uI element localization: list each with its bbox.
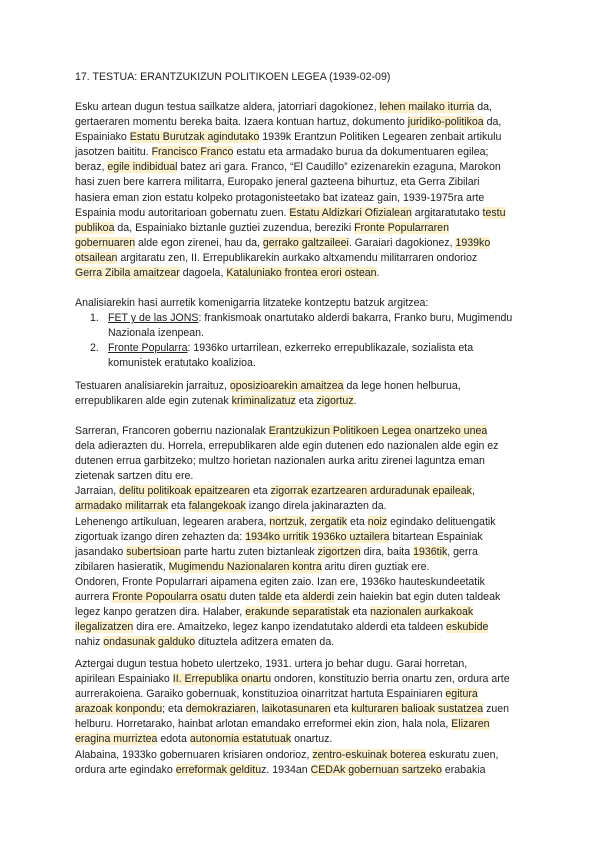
list-item bbox=[75, 341, 535, 371]
text-segment: : frankismoak onartutako alderdi bakarra, Franko buru, Mugimendu bbox=[198, 312, 513, 324]
text-segment: jasandako bbox=[75, 545, 127, 558]
underlined-term: Fronte Popularra bbox=[108, 342, 188, 355]
highlighted-text: Fronte Popularraren bbox=[354, 221, 449, 234]
text-segment: Alabaina, 1933ko gobernuaren krisiaren ondorioz, bbox=[75, 748, 313, 761]
text-line bbox=[75, 206, 535, 221]
text-segment: edota bbox=[157, 733, 190, 746]
text-segment: argitaratutako bbox=[411, 206, 483, 219]
text-segment: ; eta bbox=[162, 703, 186, 716]
text-segment: dira ere. Amaitzeko, legez kanpo izendatutako alderdi eta taldeen bbox=[133, 621, 447, 634]
text-line bbox=[75, 515, 535, 530]
text-line bbox=[75, 394, 535, 409]
text-line bbox=[75, 439, 535, 454]
text-line bbox=[75, 590, 535, 605]
text-segment: hasiera eman zion estatu kolpeko protagonisteetako bat izateaz gain, 1939-1975ra arte bbox=[75, 191, 485, 204]
highlighted-text: zentro-eskuinak boterea bbox=[312, 748, 426, 761]
text-segment: jasotzen baititu. bbox=[75, 146, 152, 159]
highlighted-text: kulturaren balioak sustatzea bbox=[351, 703, 484, 716]
text-line bbox=[75, 175, 535, 190]
text-segment: Aztergai dugun testua hobeto ulertzeko, 1931. urtera jo behar dugu. Garai horretan, bbox=[75, 658, 468, 670]
text-segment: eta bbox=[330, 703, 352, 716]
text-line bbox=[75, 605, 535, 620]
text-line bbox=[75, 687, 535, 702]
text-segment: Espainia modu autoritarioan gobernatu zuen. bbox=[75, 206, 290, 219]
highlighted-text: egitura bbox=[445, 688, 478, 701]
list-item-text bbox=[108, 341, 535, 371]
highlighted-text: zergatik bbox=[310, 515, 348, 528]
list-number: 1. bbox=[90, 312, 99, 324]
highlighted-text: arazoak konpondu bbox=[75, 703, 163, 716]
text-segment: dira, baita bbox=[360, 545, 414, 558]
text-segment: zuen bbox=[483, 703, 510, 716]
text-line bbox=[75, 672, 535, 687]
text-segment: ordura arte egindako bbox=[75, 763, 176, 776]
text-segment: . bbox=[353, 395, 357, 408]
text-segment: dagoela, bbox=[179, 267, 227, 280]
text-segment: , bbox=[471, 485, 475, 498]
text-segment: dutenen errua garbitzeko; multzo horietan nazionalen aurka aritu zirenei laguntza eman bbox=[75, 455, 485, 468]
highlighted-text: laikotasunaren bbox=[261, 703, 331, 716]
text-line bbox=[75, 115, 535, 130]
text-line bbox=[75, 424, 535, 439]
highlighted-text: nortzuk bbox=[269, 515, 305, 528]
text-segment: errepublikaren alde egin zutenak bbox=[75, 395, 232, 408]
text-segment: aurrerakoiena. Garaiko gobernuak, konstituzioa oinarritzat hartuta Espainiaren bbox=[75, 688, 446, 701]
list-item bbox=[75, 311, 535, 341]
text-line bbox=[75, 130, 535, 145]
text-segment: nahiz bbox=[75, 636, 104, 649]
text-line bbox=[75, 454, 535, 469]
text-line bbox=[75, 469, 535, 484]
text-segment: da, bbox=[483, 116, 502, 129]
text-segment: parte hartu zuten biztanleak bbox=[181, 545, 318, 558]
text-segment: Nazionala izenpean. bbox=[108, 327, 205, 340]
concepts-list bbox=[75, 311, 535, 371]
paragraph-classification bbox=[75, 100, 535, 281]
text-line bbox=[75, 620, 535, 635]
paragraph-context bbox=[75, 657, 535, 778]
text-segment: argitaratu zen, II. Errepublikarekin aurkako altxamendu militarraren ondorioz bbox=[117, 251, 478, 264]
text-segment: egindako delituengatik bbox=[387, 515, 496, 528]
highlighted-text: 1934ko urritik 1936ko uztailera bbox=[245, 530, 390, 543]
text-line bbox=[75, 160, 535, 175]
text-segment: da, bbox=[474, 101, 492, 113]
text-segment: zigortuak izango diren zehazten da: bbox=[75, 530, 246, 543]
text-segment: zein haiekin bat egin duten taldeak bbox=[334, 591, 501, 604]
text-line bbox=[75, 635, 535, 650]
text-line bbox=[75, 191, 535, 206]
highlighted-text: autonomia estatutuak bbox=[189, 733, 292, 746]
text-line bbox=[75, 717, 535, 732]
highlighted-text: Fronte Popoularra osatu bbox=[112, 591, 227, 604]
text-segment: : 1936ko urtarrilean, ezkerreko errepublikazale, sozialista eta bbox=[187, 342, 474, 355]
highlighted-text: ilegalizatzen bbox=[75, 621, 134, 634]
text-segment: alde egon zirenei, hau da, bbox=[135, 236, 263, 249]
text-line bbox=[108, 341, 535, 356]
highlighted-text: Estatu Aldizkari Ofizialean bbox=[289, 206, 412, 219]
text-line bbox=[75, 575, 535, 590]
list-item-text bbox=[108, 311, 535, 341]
highlighted-text: falangekoak bbox=[188, 500, 246, 513]
text-segment: gertaeraren momentu bereka baita. Izaera kontuan hartuz, dokumento bbox=[75, 116, 408, 129]
text-line bbox=[75, 379, 535, 394]
highlighted-text: subertsioan bbox=[126, 545, 182, 558]
highlighted-text: eragina murriztea bbox=[75, 733, 158, 746]
text-segment: helburu. Horretarako, hainbat arlotan emandako erreformei ekin zion, hala nola, bbox=[75, 718, 452, 731]
text-segment: hasi zuen bere karrera militarra, Europako jeneral gazteena bihurtuz, eta Gerra Zibilari bbox=[75, 176, 480, 189]
text-line bbox=[75, 763, 535, 778]
highlighted-text: zigortuz bbox=[316, 395, 354, 408]
paragraph-analysis bbox=[75, 424, 535, 650]
text-segment: zietenak sartzen ditu ere. bbox=[75, 470, 194, 483]
text-segment: 1939k Erantzun Politiken Legearen zenbait artikulu bbox=[259, 131, 502, 144]
text-line bbox=[75, 221, 535, 236]
text-segment: Espainiako bbox=[75, 131, 130, 144]
list-number: 2. bbox=[90, 342, 99, 355]
text-segment: dituztela aditzera ematen da. bbox=[195, 636, 335, 649]
text-segment: bitartean Espainiak bbox=[389, 530, 483, 543]
text-line bbox=[75, 657, 535, 672]
text-segment: legez kanpo geratzen dira. Halaber, bbox=[75, 606, 246, 619]
highlighted-text: erreformak gelditu bbox=[175, 763, 262, 776]
text-segment: batez ari gara. Franco, “El Caudillo” ezizenarekin ezaguna, Marokon bbox=[177, 161, 501, 174]
text-segment: eta bbox=[295, 395, 317, 408]
text-segment: dela adierazten du. Horrela, errepublikaren alde egin dutenen edo nazionalen alde egin ez bbox=[75, 440, 499, 453]
text-segment: Jarraian, bbox=[75, 485, 120, 498]
text-segment: Lehenengo artikuluan, legearen arabera, bbox=[75, 515, 270, 528]
text-segment: aritu diren guztiak ere. bbox=[321, 560, 430, 573]
text-line bbox=[75, 100, 535, 115]
text-segment: komunistek eratutako koalizioa. bbox=[108, 357, 256, 370]
highlighted-text: eskubide bbox=[446, 621, 489, 634]
text-segment: eta bbox=[249, 485, 271, 498]
highlighted-text: kriminalizatuz bbox=[231, 395, 296, 408]
highlighted-text: ondasunak galduko bbox=[103, 636, 196, 649]
text-segment: ondoren, konstituzio berria onartu zen, ordura arte bbox=[271, 673, 510, 686]
text-segment: , bbox=[255, 703, 262, 716]
highlighted-text: CEDAk gobernuan sartzeko bbox=[310, 763, 442, 776]
text-line bbox=[75, 748, 535, 763]
text-segment: aurrera bbox=[75, 591, 113, 604]
text-line bbox=[108, 311, 535, 326]
highlighted-text: Erantzukizun Politikoen Legea onartzeko unea bbox=[268, 425, 488, 437]
text-line bbox=[75, 236, 535, 251]
text-segment: , gerra bbox=[447, 545, 478, 558]
text-segment: eta bbox=[347, 515, 368, 528]
text-line bbox=[75, 251, 535, 266]
underlined-term: FET y de las JONS bbox=[108, 312, 199, 324]
document-title: 17. TESTUA: ERANTZUKIZUN POLITIKOEN LEGEA (1939-02-09) bbox=[75, 71, 391, 83]
highlighted-text: talde bbox=[258, 591, 282, 604]
highlighted-text: 1936tik bbox=[413, 545, 448, 558]
text-line bbox=[75, 530, 535, 545]
text-segment: estatu eta armadako burua da dokumentuaren egilea; bbox=[233, 146, 489, 159]
highlighted-text: nazionalen aurkakoak bbox=[370, 606, 474, 619]
text-segment: Sarreran, Francoren gobernu nazionalak bbox=[75, 425, 269, 437]
text-line bbox=[75, 145, 535, 160]
highlighted-text: gobernuaren bbox=[75, 236, 136, 249]
text-segment: zibilaren hasieratik, bbox=[75, 560, 169, 573]
text-line bbox=[108, 356, 535, 371]
highlighted-text: Francisco Franco bbox=[151, 146, 234, 159]
highlighted-text: Kataluniako frontea erori ostean bbox=[226, 267, 377, 280]
text-line bbox=[75, 484, 535, 499]
text-segment: , bbox=[304, 515, 311, 528]
text-segment: eta bbox=[281, 591, 303, 604]
highlighted-text: publikoa bbox=[75, 221, 115, 234]
highlighted-text: armadako militarrak bbox=[75, 500, 169, 513]
highlighted-text: Estatu Burutzak agindutako bbox=[129, 131, 260, 144]
text-segment: erabakia bbox=[441, 763, 486, 776]
highlighted-text: lehen mailako iturria bbox=[379, 101, 475, 113]
text-line bbox=[75, 545, 535, 560]
highlighted-text: II. Errepublika onartu bbox=[172, 673, 272, 686]
text-segment: Esku artean dugun testua sailkatze aldera, jatorriari dagokionez, bbox=[75, 101, 380, 113]
text-segment: eta bbox=[349, 606, 371, 619]
highlighted-text: zigorrak ezartzearen arduradunak epaileak bbox=[270, 485, 472, 498]
highlighted-text: zigortzen bbox=[317, 545, 361, 558]
text-line bbox=[75, 560, 535, 575]
text-segment: apirilean Espainiako bbox=[75, 673, 173, 686]
highlighted-text: egile indibidual bbox=[107, 161, 178, 174]
text-segment: Ondoren, Fronte Popularrari aipamena egiten zaio. Izan ere, 1936ko hauteskundeetatik bbox=[75, 575, 485, 588]
highlighted-text: alderdi bbox=[302, 591, 335, 604]
text-segment: da, Espainiako biztanle guztiei zuzendua, bereziki bbox=[114, 221, 355, 234]
text-segment: izango direla jakinarazten da. bbox=[245, 500, 387, 513]
highlighted-text: otsailean bbox=[75, 251, 118, 264]
paragraph-concepts-intro: Analisiarekin hasi aurretik komenigarria litzateke kontzeptu batzuk argitzea: bbox=[75, 297, 429, 309]
text-segment: . bbox=[376, 267, 380, 280]
highlighted-text: noiz bbox=[367, 515, 388, 528]
highlighted-text: gerrako galtzaileei bbox=[262, 236, 349, 249]
highlighted-text: delitu politikoak epaitzearen bbox=[119, 485, 250, 498]
paragraph-purpose bbox=[75, 379, 535, 409]
text-segment: eta bbox=[168, 500, 189, 513]
highlighted-text: juridiko-politikoa bbox=[407, 116, 484, 129]
text-line bbox=[75, 702, 535, 717]
highlighted-text: Elizaren bbox=[451, 718, 490, 731]
text-segment: beraz, bbox=[75, 161, 108, 174]
text-segment: eskuratu zuen, bbox=[426, 748, 499, 761]
highlighted-text: 1939ko bbox=[455, 236, 491, 249]
text-segment: duten bbox=[226, 591, 259, 604]
text-line bbox=[108, 326, 535, 341]
text-segment: Testuaren analisiarekin jarraituz, bbox=[75, 380, 230, 392]
text-line bbox=[75, 266, 535, 281]
text-line bbox=[75, 499, 535, 514]
highlighted-text: oposizioarekin amaitzea bbox=[229, 380, 344, 392]
highlighted-text: Gerra Zibila amaitzear bbox=[75, 267, 180, 280]
text-segment: . Garaiari dagokionez, bbox=[348, 236, 456, 249]
text-line bbox=[75, 732, 535, 747]
text-segment: z. 1934an bbox=[261, 763, 311, 776]
text-segment: da lege honen helburua, bbox=[343, 380, 461, 392]
highlighted-text: demokraziaren bbox=[185, 703, 256, 716]
text-segment: onartuz. bbox=[291, 733, 333, 746]
highlighted-text: Mugimendu Nazionalaren kontra bbox=[168, 560, 322, 573]
highlighted-text: erakunde separatistak bbox=[245, 606, 350, 619]
highlighted-text: testu bbox=[482, 206, 506, 219]
